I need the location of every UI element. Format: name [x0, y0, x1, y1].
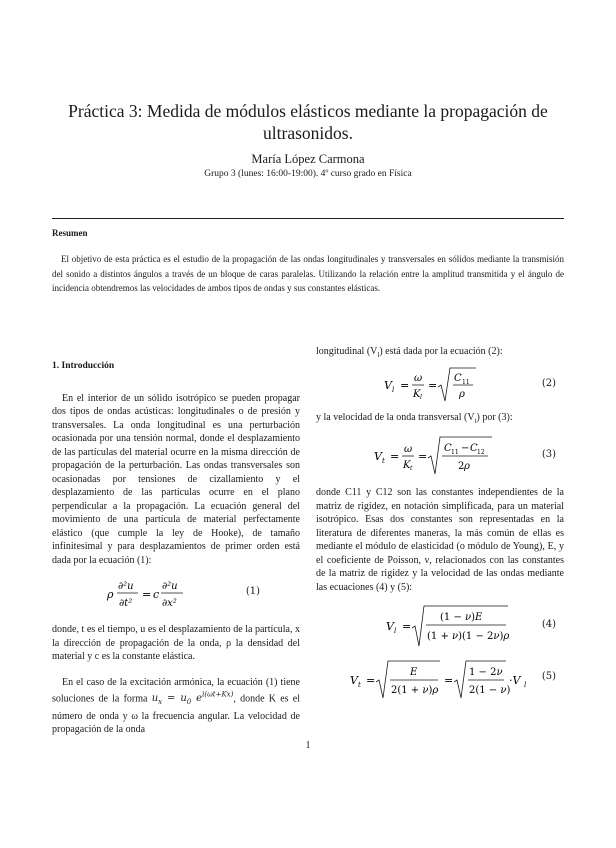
author-affiliation: Grupo 3 (lunes: 16:00-19:00). 4º curso grado en Física	[204, 169, 412, 179]
equation-4	[316, 602, 564, 652]
section-heading-introduction: 1. Introducción	[52, 361, 115, 371]
right-paragraph-2-end: ) por (3):	[476, 411, 513, 423]
header-divider	[52, 218, 564, 219]
equation-5	[316, 658, 564, 704]
svg-text:1 − 2ν: 1 − 2ν	[469, 667, 503, 678]
svg-text:=: =	[428, 378, 438, 392]
equation-3-formula	[316, 434, 526, 480]
svg-text:ω: ω	[404, 444, 413, 455]
svg-text:t: t	[382, 457, 385, 465]
equation-5-formula	[316, 658, 531, 704]
svg-text:∂²u: ∂²u	[162, 581, 178, 592]
author-name: María López Carmona	[251, 152, 365, 166]
svg-text:(1 + ν)(1 − 2ν)ρ: (1 + ν)(1 − 2ν)ρ	[427, 631, 510, 642]
equation-3-number: (3)	[541, 449, 556, 460]
equation-5-number: (5)	[541, 671, 556, 682]
svg-text:C: C	[470, 443, 478, 454]
svg-text:l: l	[394, 627, 397, 635]
svg-text:C: C	[454, 372, 462, 384]
intro-paragraph-3-end: , donde K es el número de onda y ω la frecuencia angular. La velocidad de propagación de la onda	[52, 693, 301, 736]
equation-4-formula	[316, 602, 526, 652]
right-paragraph-1-subscript: l	[377, 351, 380, 359]
svg-text:2(1 − ν): 2(1 − ν)	[469, 685, 511, 696]
right-column	[316, 345, 564, 704]
left-column	[52, 360, 300, 737]
svg-text:−: −	[461, 443, 470, 454]
right-paragraph-1	[316, 345, 564, 363]
svg-text:V: V	[374, 450, 382, 463]
svg-text:11: 11	[451, 449, 459, 456]
svg-text:E: E	[410, 667, 418, 678]
svg-text:2(1 + ν)ρ: 2(1 + ν)ρ	[391, 685, 439, 696]
svg-text:K: K	[413, 388, 421, 400]
svg-text:∂²u: ∂²u	[118, 581, 134, 592]
svg-text:12: 12	[477, 449, 485, 456]
svg-text:∂t²: ∂t²	[119, 598, 133, 609]
equation-1	[52, 573, 300, 615]
svg-text:=: =	[142, 588, 152, 601]
intro-paragraph-3	[52, 676, 300, 737]
equation-3	[316, 434, 564, 480]
equation-2-number: (2)	[541, 377, 556, 389]
equation-4-number: (4)	[541, 619, 556, 630]
intro-paragraph-3-start: En el caso de la excitación armónica, la ecuación (1) tiene soluciones de la forma	[52, 676, 300, 705]
svg-text:·V: ·V	[509, 674, 521, 687]
right-paragraph-2	[316, 411, 564, 429]
svg-text:(1 − ν)E: (1 − ν)E	[440, 612, 483, 623]
abstract-heading: Resumen	[52, 228, 88, 238]
svg-text:ρ: ρ	[107, 588, 114, 601]
equation-2	[316, 365, 564, 405]
svg-text:t: t	[358, 681, 361, 689]
intro-paragraph-1: En el interior de un sólido isotrópico se pueden propagar dos tipos de ondas acústicas: longitudinales o de presión y transversales. La onda longitudinal es una perturbación ocasionada por una tensión normal, donde el desplazamiento de las partículas del material ocurre en la misma dirección de propagación de la perturbación. Las ondas transversales son ocasionadas por tensiones de cizallamiento y el desplazamiento de las partículas ocurre en el plano perpendicular a la propagación. La ecuación general del movimiento de una partícula de material perfectamente elástico (que cumple la ley de Hooke), de tamaño infinitesimal y para desplazamientos de primer orden está dada por la ecuación (1):	[52, 392, 300, 566]
right-paragraph-2-text: y la velocidad de la onda transversal (V	[316, 411, 475, 423]
svg-text:c: c	[153, 588, 160, 601]
svg-text:=: =	[402, 620, 412, 633]
harmonic-solution-formula: $u_x = u_0$ $e^{i(\omega t+Kx)}$	[151, 691, 234, 707]
svg-text:=: =	[400, 378, 410, 392]
svg-text:l: l	[524, 681, 527, 689]
svg-text:V: V	[384, 378, 392, 392]
svg-text:l: l	[392, 385, 395, 394]
svg-text:2: 2	[458, 461, 465, 472]
svg-text:=: =	[444, 674, 454, 687]
right-paragraph-3: donde C11 y C12 son las constantes independientes de la matriz de rigidez, en notación simplificada, para un material isotrópico. Esas dos constantes son representadas en la literatura de diferentes maneras, la más común de ellas es mediante el módulo de elasticidad (o módulo de Young), E, y el coeficiente de Poisson, ν, relacionados con las constantes de la matriz de rigidez y la velocidad de las ondas mediante las ecuaciones (4) y (5):	[316, 487, 564, 593]
svg-text:ρ: ρ	[464, 461, 470, 472]
svg-text:ρ: ρ	[459, 388, 465, 400]
paper-title: Práctica 3: Medida de módulos elásticos mediante la propagación de ultrasonidos.	[68, 101, 548, 143]
right-paragraph-1-text: longitudinal (V	[316, 346, 378, 357]
svg-text:∂x²: ∂x²	[162, 598, 177, 609]
svg-text:=: =	[366, 674, 376, 687]
right-paragraph-2-subscript: t	[474, 416, 477, 425]
equation-1-number: (1)	[245, 586, 260, 597]
svg-text:V: V	[386, 620, 394, 633]
equation-2-formula	[316, 365, 516, 405]
svg-text:C: C	[444, 443, 452, 454]
svg-text:=: =	[418, 450, 428, 463]
svg-text:t: t	[410, 465, 413, 472]
right-paragraph-1-end: ) está dada por la ecuación (2):	[379, 346, 503, 357]
svg-text:l: l	[420, 393, 422, 401]
page-number: 1	[305, 740, 311, 751]
intro-paragraph-2: donde, t es el tiempo, u es el desplazamiento de la partícula, x la dirección de propagación de la onda, ρ la densidad del material y c es la constante elástica.	[52, 624, 300, 662]
svg-text:=: =	[390, 450, 400, 463]
svg-text:ω: ω	[414, 372, 423, 384]
equation-1-formula	[52, 573, 252, 615]
svg-text:11: 11	[462, 378, 470, 386]
abstract-text: El objetivo de esta práctica es el estudio de la propagación de las ondas longitudinales y transversales en sólidos mediante la transmisión del sonido a distintos ángulos a través de un bloque de caras paralelas. Utilizando la relación entre la amplitud transmitida y el ángulo de incidencia obtendremos las velocidades de ambos tipos de ondas y sus constantes elásticas.	[52, 254, 564, 293]
svg-text:V: V	[350, 674, 358, 687]
svg-text:K: K	[403, 460, 411, 471]
